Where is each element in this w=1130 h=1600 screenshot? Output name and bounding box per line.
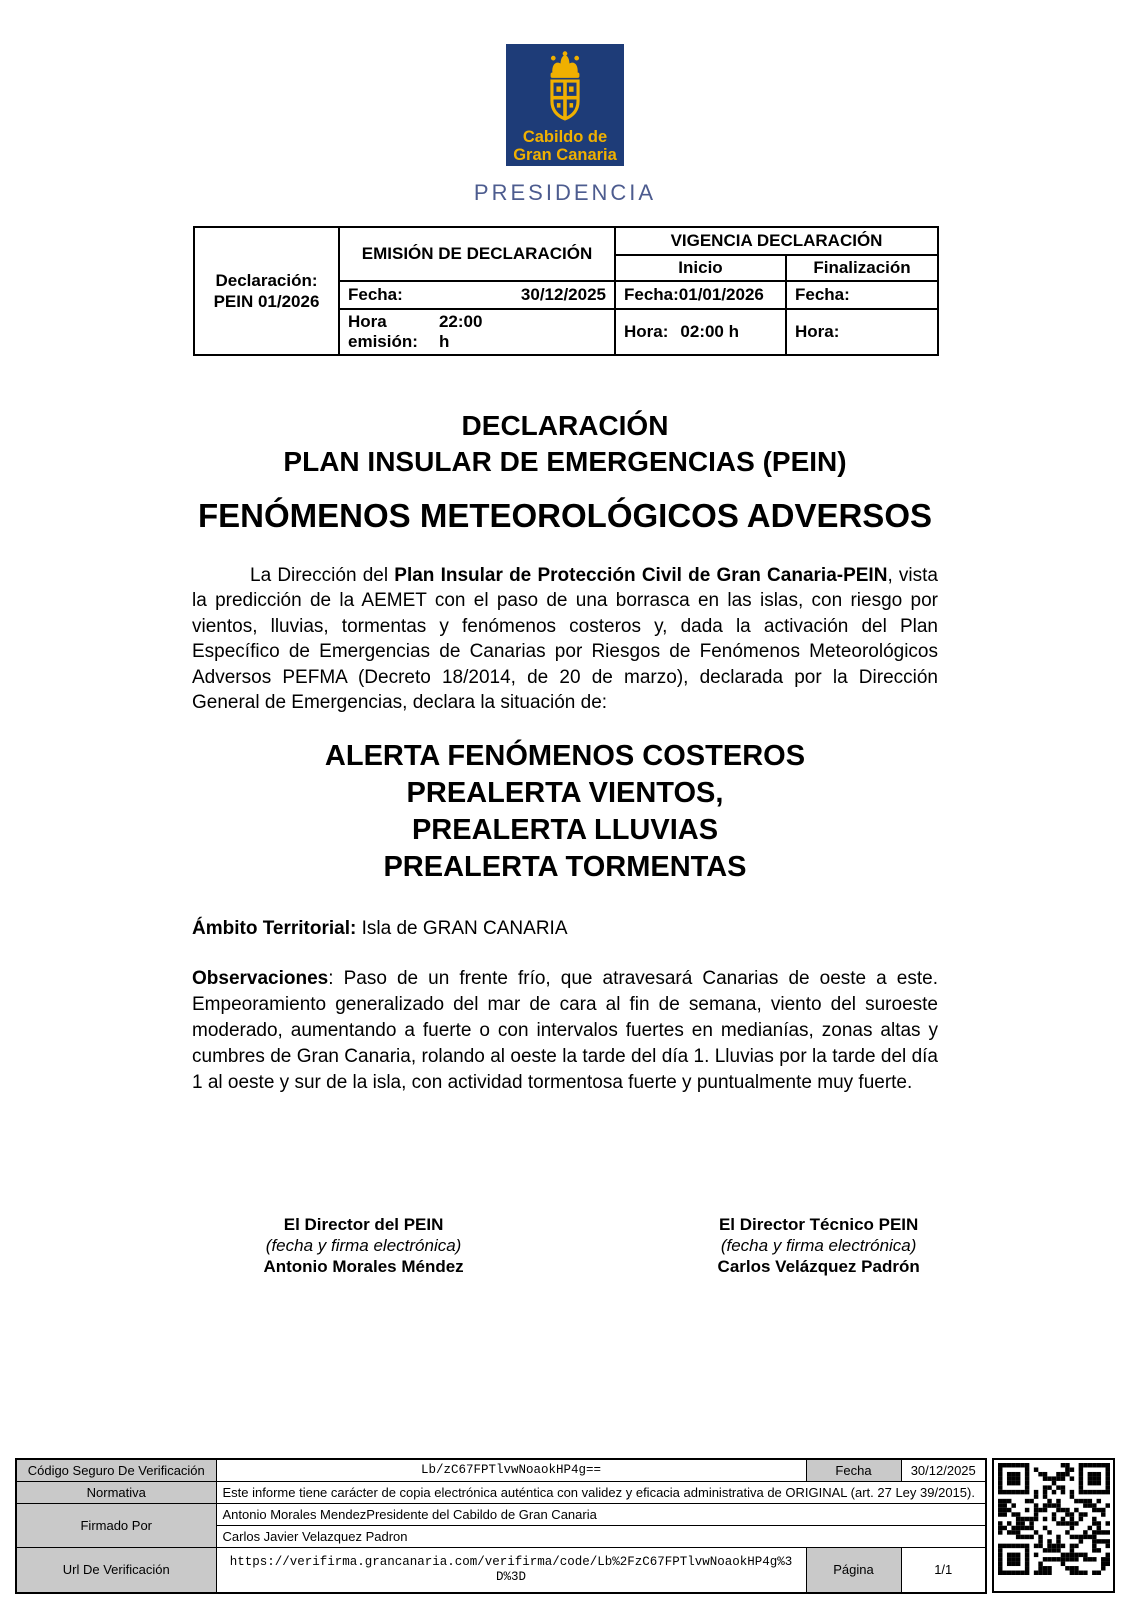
emission-fecha-cell	[339, 281, 615, 309]
verification-footer	[15, 1458, 1115, 1594]
title-plan-insular: PLAN INSULAR DE EMERGENCIAS (PEIN)	[283, 446, 847, 478]
emission-hora-label: Hora emisión:	[348, 312, 418, 351]
logo-org-name	[513, 129, 617, 165]
firmado-label-cell: Firmado Por	[16, 1503, 216, 1547]
csv-value-cell: Lb/zC67FPTlvwNoaokHP4g==	[216, 1459, 806, 1481]
normativa-text-cell: Este informe tiene carácter de copia electrónica auténtica con validez y eficacia administrativa de ORIGINAL (art. 27 Ley 39/2015).	[216, 1481, 986, 1503]
emission-hora-value: 22:00 h	[438, 312, 483, 351]
ambito-value: Isla de GRAN CANARIA	[356, 917, 568, 939]
csv-label-cell: Código Seguro De Verificación	[16, 1459, 216, 1481]
signature-note: (fecha y firma electrónica)	[720, 1235, 917, 1255]
document-titles	[0, 408, 1130, 535]
normativa-label-cell: Normativa	[16, 1481, 216, 1503]
fin-fecha-cell: Fecha:	[786, 281, 938, 309]
qr-code-icon	[998, 1463, 1110, 1580]
declaration-id-cell	[194, 227, 339, 355]
firmado-2-cell: Carlos Javier Velazquez Padron	[216, 1525, 986, 1547]
fecha-label-cell: Fecha	[806, 1459, 901, 1481]
qr-code-box	[992, 1458, 1115, 1593]
emission-fecha-label: Fecha:	[348, 285, 403, 304]
intro-part2: , vista la predicción de la AEMET con el paso de una borrasca en las islas, con riesgo por vientos, lluvias, tormentas y fenómenos costeros y, dada la activación del Plan Específico de Emergencias de Canarias por Riesgos de Fenómenos Meteorológicos Adversos PEFMA (Decreto 18/2014, de 20 de marzo), declarada por la Dirección General de Emergencias, declara la situación de:	[192, 564, 938, 714]
alert-line: ALERTA FENÓMENOS COSTEROS	[324, 739, 806, 772]
ambito-label: Ámbito Territorial:	[192, 917, 357, 939]
alert-declarations	[192, 738, 938, 886]
fin-hora-cell: Hora:	[786, 309, 938, 355]
signature-title: El Director Técnico PEIN	[718, 1214, 919, 1234]
signature-blocks	[192, 1214, 938, 1277]
crest-icon	[536, 50, 594, 127]
inicio-hora-label: Hora:	[624, 322, 669, 341]
ambito-territorial-line	[192, 918, 938, 940]
logo-org-line2: Gran Canaria	[513, 145, 617, 164]
finalizacion-header-cell: Finalización	[786, 255, 938, 281]
signature-title: El Director del PEIN	[283, 1214, 444, 1234]
intro-part1: La Dirección del	[250, 564, 395, 586]
vigencia-header-cell: VIGENCIA DECLARACIÓN	[615, 227, 938, 255]
declaration-number: PEIN 01/2026	[213, 292, 320, 311]
logo-org-line1: Cabildo de	[522, 127, 608, 146]
observaciones-paragraph	[192, 966, 938, 1096]
fecha-value-cell: 30/12/2025	[901, 1459, 986, 1481]
signature-note: (fecha y firma electrónica)	[265, 1235, 462, 1255]
title-fenomenos: FENÓMENOS METEOROLÓGICOS ADVERSOS	[197, 496, 932, 534]
header-branding	[0, 0, 1130, 206]
emission-fecha-value: 30/12/2025	[520, 285, 606, 304]
url-label-cell: Url De Verificación	[16, 1547, 216, 1593]
url-value-cell: https://verifirma.grancanaria.com/verifirma/code/Lb%2FzC67FPTlvwNoaokHP4g%3D%3D	[216, 1547, 806, 1593]
signature-name: Carlos Velázquez Padrón	[717, 1256, 920, 1276]
inicio-fecha-cell: Fecha:01/01/2026	[615, 281, 786, 309]
inicio-hora-cell	[615, 309, 786, 355]
signature-director-tecnico	[699, 1214, 938, 1277]
title-declaracion: DECLARACIÓN	[461, 410, 669, 441]
observaciones-label: Observaciones	[192, 967, 329, 989]
alert-line: PREALERTA TORMENTAS	[383, 850, 747, 883]
alert-line: PREALERTA LLUVIAS	[411, 813, 719, 846]
inicio-hora-value: 02:00 h	[680, 322, 739, 341]
pagina-label-cell: Página	[806, 1547, 901, 1593]
alert-line: PREALERTA VIENTOS,	[406, 776, 724, 809]
declaration-header-table	[193, 226, 939, 356]
signature-name: Antonio Morales Méndez	[263, 1256, 464, 1276]
observaciones-text: : Paso de un frente frío, que atravesará Canarias de oeste a este. Empeoramiento generalizado del mar de cara al fin de semana, viento del suroeste moderado, aumentando a fuerte o con intervalos fuertes en medianías, zonas altas y cumbres de Gran Canaria, rolando al oeste la tarde del día 1. Lluvias por la tarde del día 1 al oeste y sur de la isla, con actividad tormentosa fuerte y puntualmente muy fuerte.	[192, 967, 938, 1093]
emission-header-cell: EMISIÓN DE DECLARACIÓN	[339, 227, 615, 281]
intro-bold-plan-name: Plan Insular de Protección Civil de Gran Canaria-PEIN	[394, 564, 888, 586]
cabildo-logo	[506, 44, 624, 166]
department-label: PRESIDENCIA	[473, 180, 657, 205]
verification-table	[15, 1458, 987, 1594]
firmado-1-cell: Antonio Morales MendezPresidente del Cabildo de Gran Canaria	[216, 1503, 986, 1525]
inicio-header-cell: Inicio	[615, 255, 786, 281]
intro-paragraph	[192, 563, 938, 716]
pagina-value-cell: 1/1	[901, 1547, 986, 1593]
signature-director-pein	[192, 1214, 535, 1277]
declaration-label: Declaración:	[215, 270, 318, 290]
emission-hora-cell	[339, 309, 615, 355]
